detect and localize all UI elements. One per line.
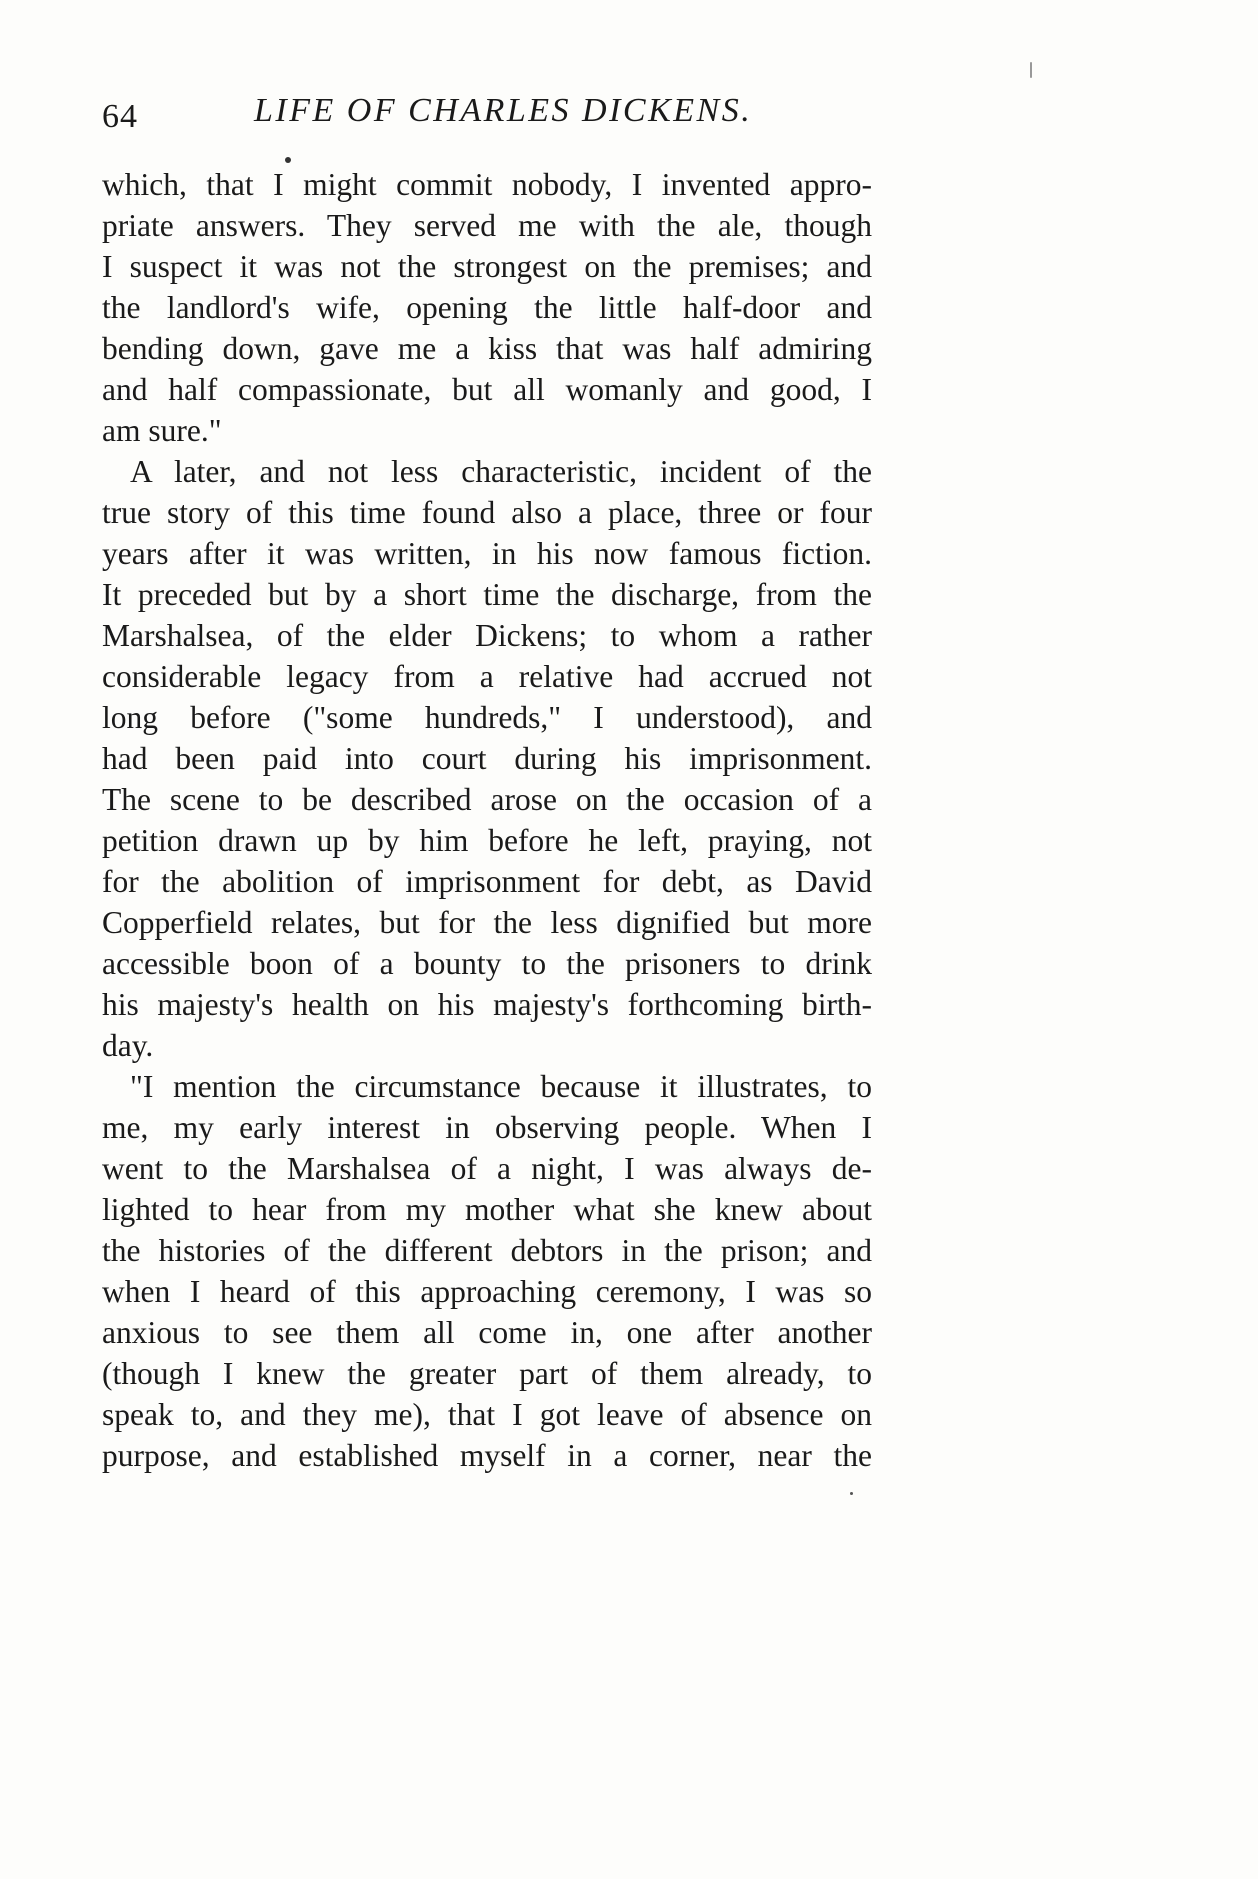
text-line: went to the Marshalsea of a night, I was always de- <box>102 1151 872 1186</box>
paragraph-start: A later, and not less characteristic, incident of the <box>130 454 872 489</box>
text-line: accessible boon of a bounty to the prisoners to drink <box>102 946 872 981</box>
text-line: petition drawn up by him before he left, praying, not <box>102 823 872 858</box>
body-text <box>102 164 872 1476</box>
text-line: the histories of the different debtors in the prison; and <box>102 1233 872 1268</box>
ink-speck <box>850 1492 853 1495</box>
text-line: me, my early interest in observing people. When I <box>102 1110 872 1145</box>
ink-speck <box>1030 62 1032 78</box>
text-line: Marshalsea, of the elder Dickens; to whom a rather <box>102 618 872 653</box>
text-line: bending down, gave me a kiss that was half admiring <box>102 331 872 366</box>
text-line: had been paid into court during his imprisonment. <box>102 741 872 776</box>
text-line: anxious to see them all come in, one after another <box>102 1315 872 1350</box>
text-line: The scene to be described arose on the occasion of a <box>102 782 872 817</box>
text-line: his majesty's health on his majesty's forthcoming birth- <box>102 987 872 1022</box>
text-line: speak to, and they me), that I got leave of absence on <box>102 1397 872 1432</box>
text-line: for the abolition of imprisonment for debt, as David <box>102 864 872 899</box>
text-line: considerable legacy from a relative had accrued not <box>102 659 872 694</box>
text-line: long before ("some hundreds," I understood), and <box>102 700 872 735</box>
text-line: I suspect it was not the strongest on the premises; and <box>102 249 872 284</box>
text-line: day. <box>102 1028 154 1063</box>
text-line: the landlord's wife, opening the little half-door and <box>102 290 872 325</box>
text-line: true story of this time found also a place, three or four <box>102 495 872 530</box>
running-head: LIFE OF CHARLES DICKENS. <box>254 92 753 129</box>
ink-speck <box>285 157 291 163</box>
page-header <box>102 92 872 142</box>
text-line: (though I knew the greater part of them already, to <box>102 1356 872 1391</box>
text-line: priate answers. They served me with the ale, though <box>102 208 872 243</box>
text-line: purpose, and established myself in a corner, near the <box>102 1438 872 1473</box>
text-line: which, that I might commit nobody, I invented appro- <box>102 167 872 202</box>
text-line: It preceded but by a short time the discharge, from the <box>102 577 872 612</box>
page-number: 64 <box>102 98 138 135</box>
text-line: when I heard of this approaching ceremony, I was so <box>102 1274 872 1309</box>
paragraph-start: "I mention the circumstance because it illustrates, to <box>130 1069 872 1104</box>
text-line: and half compassionate, but all womanly and good, I <box>102 372 872 407</box>
text-line: Copperfield relates, but for the less dignified but more <box>102 905 872 940</box>
text-line: am sure." <box>102 413 222 448</box>
text-line: lighted to hear from my mother what she knew about <box>102 1192 872 1227</box>
text-line: years after it was written, in his now famous fiction. <box>102 536 872 571</box>
